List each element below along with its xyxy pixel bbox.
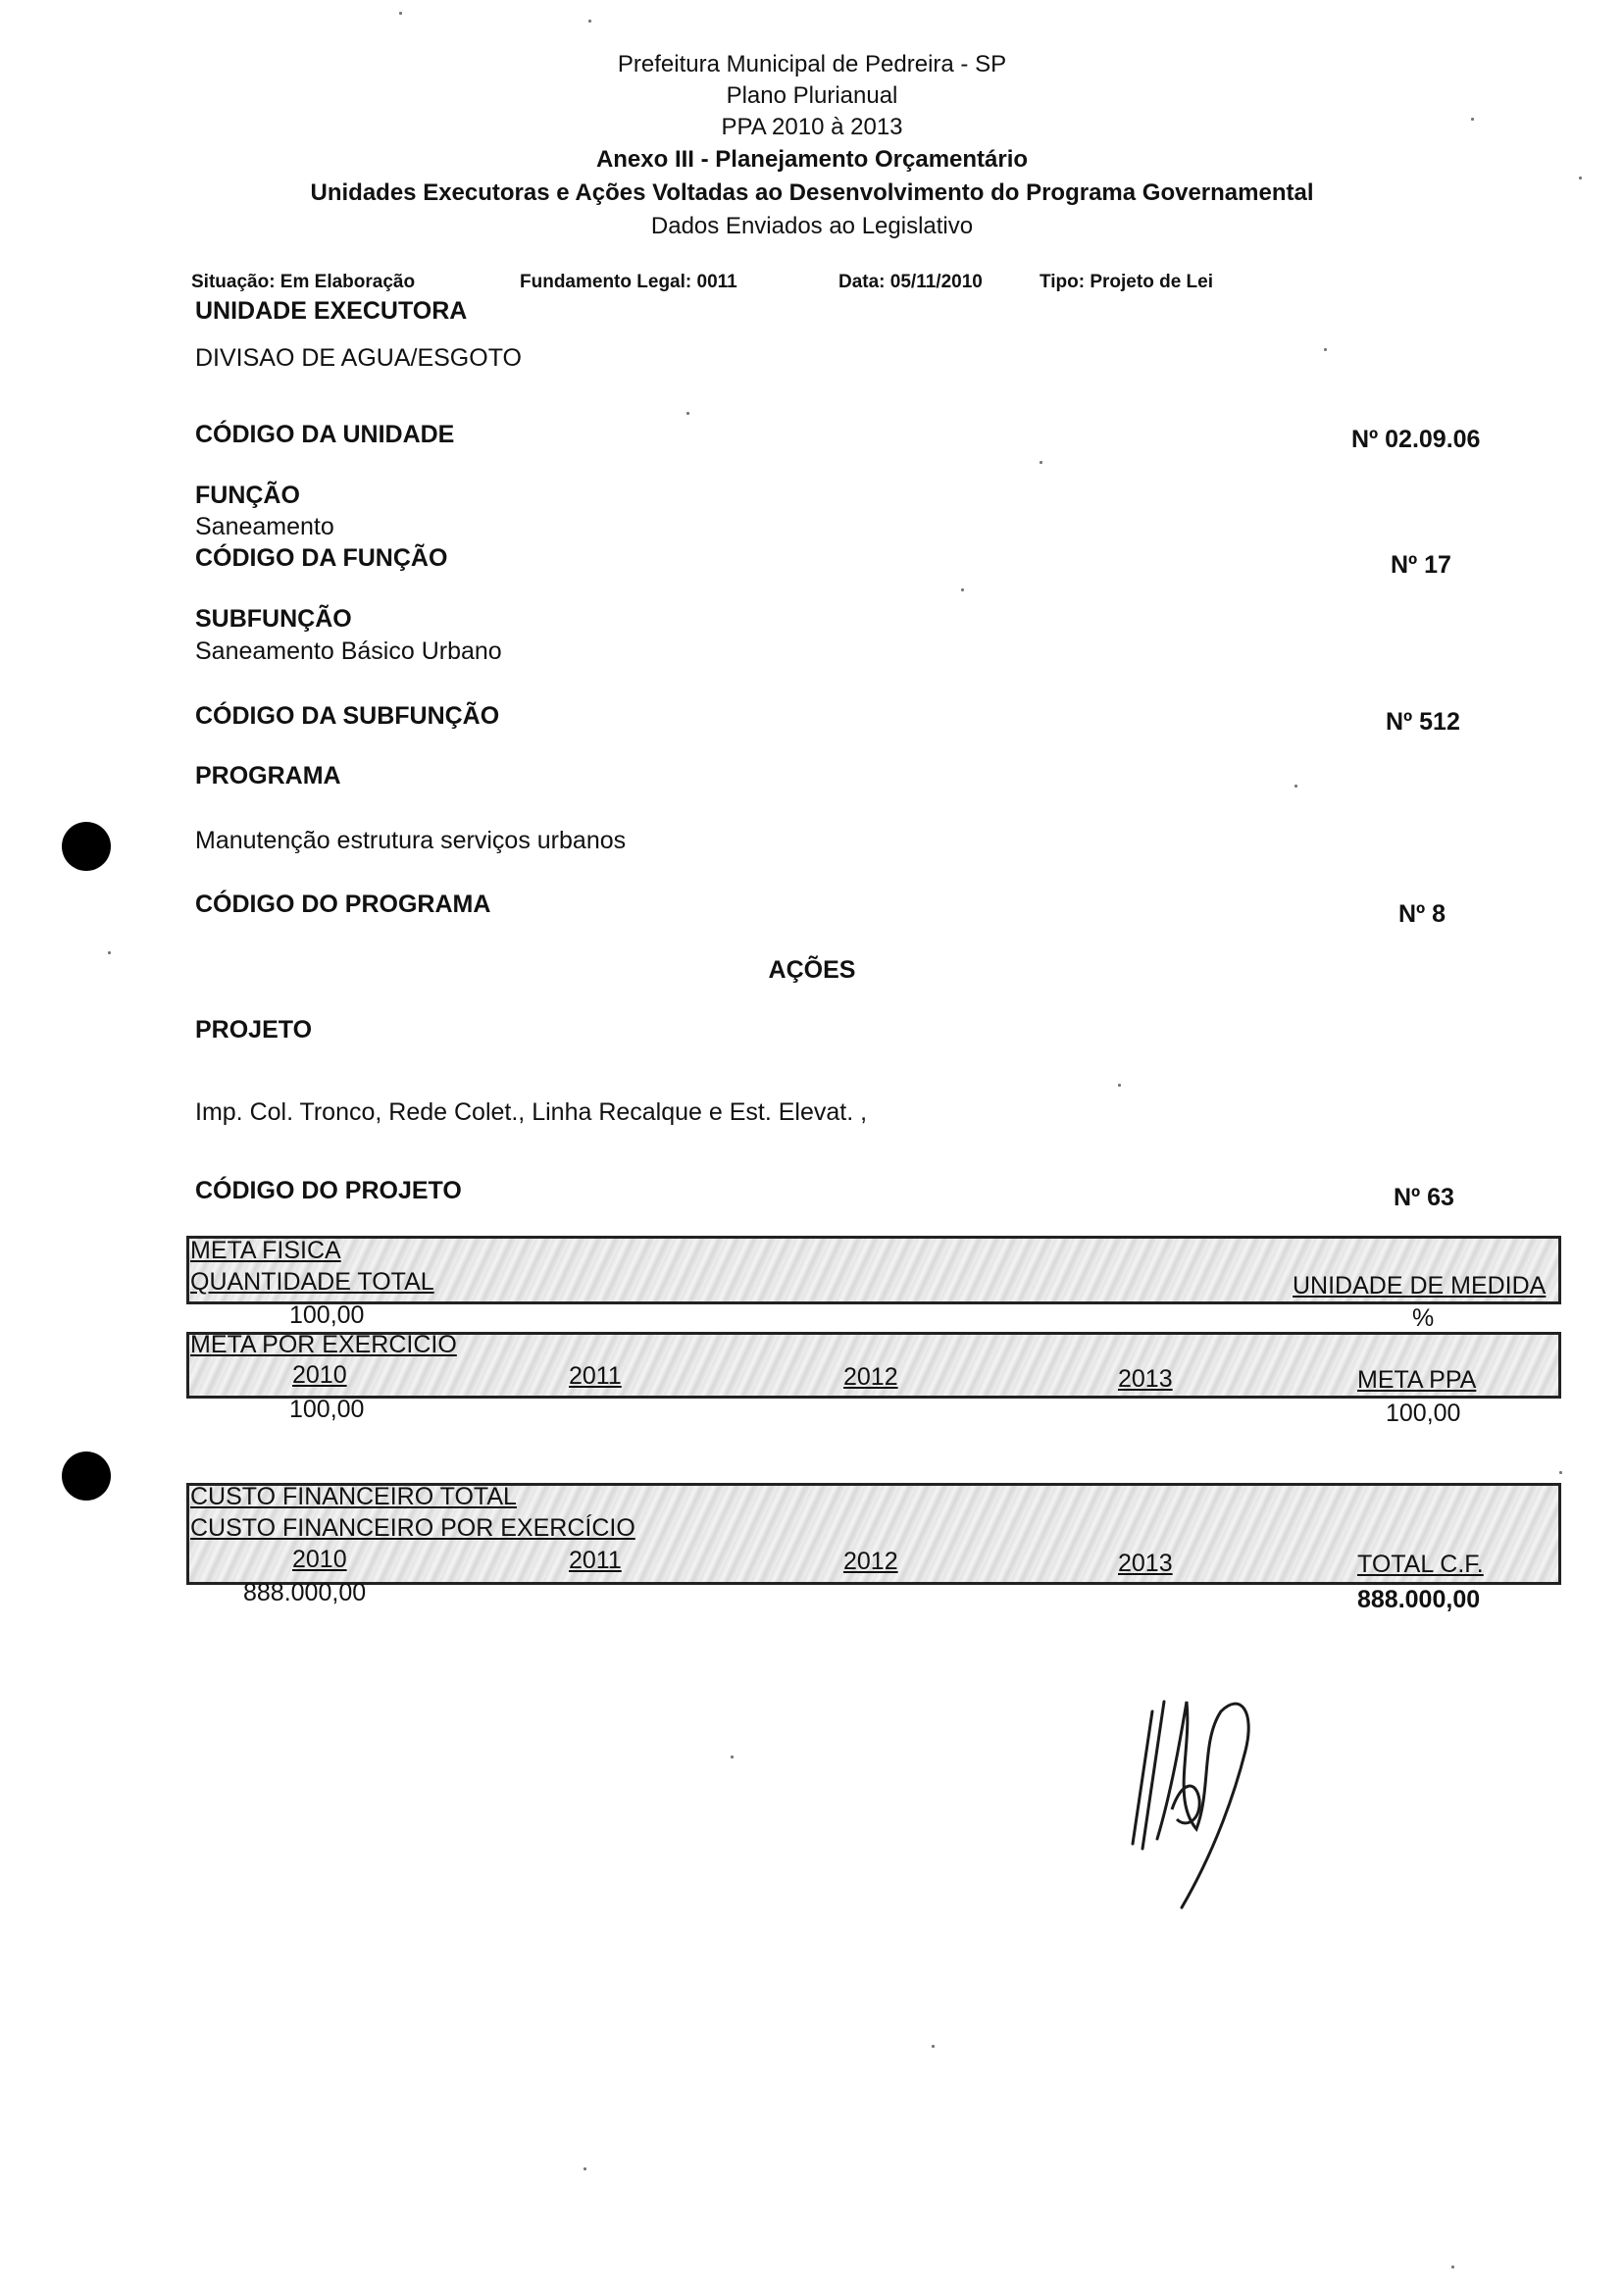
- meta-fisica-title: META FISICA: [190, 1237, 341, 1264]
- header-line-annex: Anexo III - Planejamento Orçamentário: [595, 146, 1029, 173]
- scan-speck: [584, 2167, 586, 2170]
- scan-speck: [1324, 348, 1327, 351]
- programa-label: PROGRAMA: [195, 762, 341, 789]
- unidade-medida-value: %: [1412, 1304, 1435, 1332]
- funcao-label: FUNÇÃO: [195, 482, 300, 509]
- meta-data: Data: 05/11/2010: [838, 272, 983, 292]
- custo-exercicio-title: CUSTO FINANCEIRO POR EXERCÍCIO: [190, 1514, 635, 1542]
- meta-year-2011: 2011: [569, 1362, 622, 1390]
- custo-2010-value: 888.000,00: [243, 1579, 367, 1606]
- custo-year-2010: 2010: [292, 1546, 347, 1573]
- meta-year-2013: 2013: [1118, 1365, 1173, 1393]
- header-line-subtitle: Dados Enviados ao Legislativo: [650, 213, 974, 239]
- meta-year-2012: 2012: [843, 1363, 898, 1391]
- scan-speck: [1579, 177, 1582, 179]
- custo-total-title: CUSTO FINANCEIRO TOTAL: [190, 1483, 517, 1510]
- meta-exercicio-title: META POR EXERCICIO: [190, 1331, 457, 1358]
- projeto-value: Imp. Col. Tronco, Rede Colet., Linha Recalque e Est. Elevat. ,: [195, 1098, 868, 1126]
- scan-speck: [399, 12, 402, 15]
- subfuncao-code: Nº 512: [1386, 708, 1460, 736]
- scan-speck: [1451, 2266, 1454, 2268]
- scan-speck: [108, 951, 111, 954]
- scan-speck: [686, 412, 689, 415]
- scan-speck: [1040, 461, 1042, 464]
- unidade-label: UNIDADE EXECUTORA: [195, 297, 468, 325]
- funcao-code-label: CÓDIGO DA FUNÇÃO: [195, 544, 448, 572]
- header-line-plan: Plano Plurianual: [726, 82, 898, 109]
- punch-hole-lower: [62, 1452, 111, 1501]
- subfuncao-label: SUBFUNÇÃO: [195, 605, 352, 633]
- subfuncao-code-label: CÓDIGO DA SUBFUNÇÃO: [195, 702, 500, 730]
- unidade-code: Nº 02.09.06: [1351, 426, 1481, 453]
- punch-hole-upper: [62, 822, 111, 871]
- quantidade-total-value: 100,00: [289, 1301, 365, 1329]
- meta-2010-value: 100,00: [289, 1396, 365, 1423]
- meta-fundamento: Fundamento Legal: 0011: [520, 272, 737, 292]
- unidade-value: DIVISAO DE AGUA/ESGOTO: [195, 344, 522, 372]
- programa-value: Manutenção estrutura serviços urbanos: [195, 827, 627, 854]
- programa-code: Nº 8: [1398, 900, 1446, 928]
- quantidade-total-label: QUANTIDADE TOTAL: [190, 1268, 434, 1296]
- signature: [1103, 1672, 1280, 1917]
- scan-speck: [932, 2045, 935, 2048]
- scan-speck: [1471, 118, 1474, 121]
- acoes-title: AÇÕES: [768, 956, 856, 984]
- header-line-ppa: PPA 2010 à 2013: [721, 114, 903, 140]
- unidade-code-label: CÓDIGO DA UNIDADE: [195, 421, 455, 448]
- programa-code-label: CÓDIGO DO PROGRAMA: [195, 891, 491, 918]
- custo-total-value: 888.000,00: [1357, 1586, 1481, 1613]
- subfuncao-value: Saneamento Básico Urbano: [195, 637, 502, 665]
- scan-speck: [731, 1756, 734, 1758]
- custo-total-label: TOTAL C.F.: [1357, 1551, 1484, 1578]
- funcao-value: Saneamento: [195, 513, 334, 540]
- meta-ppa-value: 100,00: [1386, 1400, 1461, 1427]
- meta-situacao: Situação: Em Elaboração: [191, 272, 416, 292]
- projeto-code: Nº 63: [1394, 1184, 1454, 1211]
- projeto-label: PROJETO: [195, 1016, 313, 1044]
- meta-tipo: Tipo: Projeto de Lei: [1040, 272, 1213, 292]
- scan-speck: [1559, 1471, 1562, 1474]
- meta-ppa-label: META PPA: [1357, 1366, 1477, 1394]
- header-line-municipality: Prefeitura Municipal de Pedreira - SP: [617, 51, 1007, 77]
- projeto-code-label: CÓDIGO DO PROJETO: [195, 1177, 462, 1204]
- custo-year-2013: 2013: [1118, 1550, 1173, 1577]
- custo-year-2011: 2011: [569, 1547, 622, 1574]
- unidade-medida-label: UNIDADE DE MEDIDA: [1293, 1272, 1547, 1299]
- funcao-code: Nº 17: [1391, 551, 1451, 579]
- scan-speck: [588, 20, 591, 23]
- scan-speck: [1294, 785, 1297, 788]
- custo-year-2012: 2012: [843, 1548, 898, 1575]
- header-line-title: Unidades Executoras e Ações Voltadas ao Desenvolvimento do Programa Governamental: [310, 179, 1314, 206]
- scan-speck: [1118, 1084, 1121, 1087]
- meta-year-2010: 2010: [292, 1361, 347, 1389]
- scan-speck: [961, 588, 964, 591]
